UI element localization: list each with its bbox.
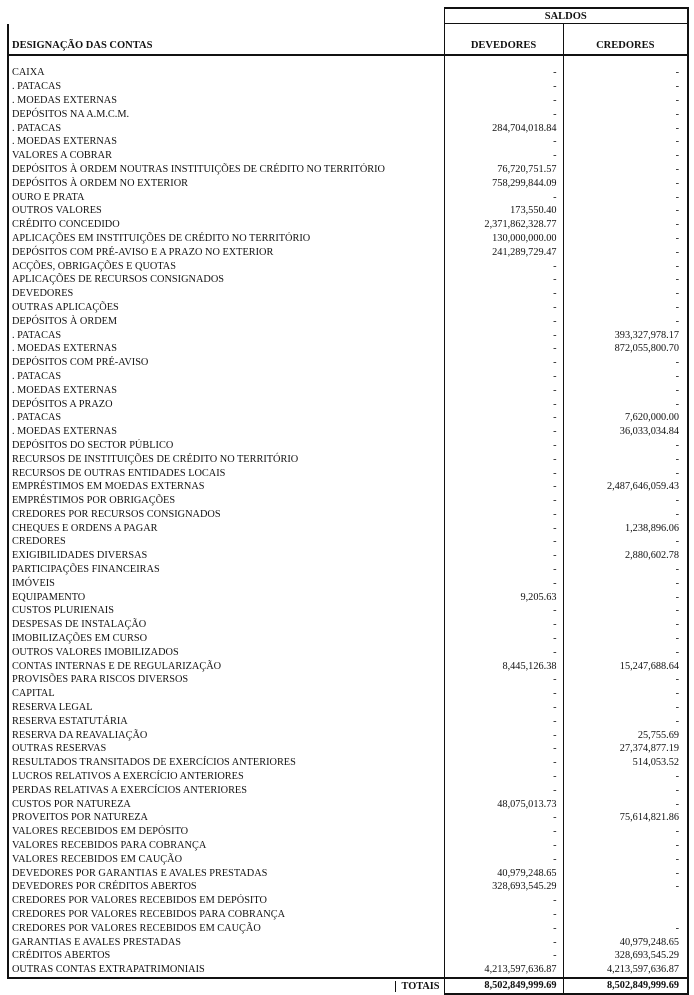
account-name: CRÉDITO CONCEDIDO — [8, 218, 444, 232]
account-row — [8, 494, 688, 508]
credit-value: 1,238,896.06 — [563, 521, 688, 535]
debit-value: - — [444, 397, 563, 411]
account-row — [8, 107, 688, 121]
accounts-body — [8, 66, 688, 978]
credit-value: - — [563, 770, 688, 784]
account-row — [8, 618, 688, 632]
credit-value: - — [563, 121, 688, 135]
col-header-name: DESIGNAÇÃO DAS CONTAS — [8, 24, 444, 56]
debit-value: - — [444, 370, 563, 384]
account-name: DEVEDORES POR CRÉDITOS ABERTOS — [8, 880, 444, 894]
debit-value: - — [444, 480, 563, 494]
account-row — [8, 466, 688, 480]
account-row — [8, 687, 688, 701]
spacer-cell — [8, 55, 444, 66]
account-name: OUTRAS CONTAS EXTRAPATRIMONIAIS — [8, 963, 444, 978]
account-name: CUSTOS POR NATUREZA — [8, 797, 444, 811]
debit-value: - — [444, 756, 563, 770]
account-name: . PATACAS — [8, 370, 444, 384]
debit-value: - — [444, 466, 563, 480]
header-columns-row — [8, 24, 688, 56]
debit-value: - — [444, 563, 563, 577]
account-row — [8, 894, 688, 908]
credit-value: - — [563, 797, 688, 811]
credit-value: - — [563, 287, 688, 301]
debit-value: - — [444, 149, 563, 163]
debit-value: - — [444, 342, 563, 356]
debit-value: - — [444, 314, 563, 328]
account-row — [8, 935, 688, 949]
account-row — [8, 149, 688, 163]
debit-value: - — [444, 714, 563, 728]
account-row — [8, 701, 688, 715]
account-row — [8, 273, 688, 287]
account-row — [8, 949, 688, 963]
account-name: CAPITAL — [8, 687, 444, 701]
credit-value: - — [563, 80, 688, 94]
debit-value: - — [444, 135, 563, 149]
credit-value: - — [563, 535, 688, 549]
account-name: LUCROS RELATIVOS A EXERCÍCIO ANTERIORES — [8, 770, 444, 784]
account-name: EQUIPAMENTO — [8, 590, 444, 604]
account-row — [8, 163, 688, 177]
account-name: . PATACAS — [8, 121, 444, 135]
account-row — [8, 314, 688, 328]
debit-value: - — [444, 425, 563, 439]
credit-value — [563, 894, 688, 908]
account-row — [8, 94, 688, 108]
credit-value: 2,487,646,059.43 — [563, 480, 688, 494]
credit-value: - — [563, 245, 688, 259]
credit-value: - — [563, 301, 688, 315]
account-name: IMÓVEIS — [8, 576, 444, 590]
account-name: EMPRÉSTIMOS POR OBRIGAÇÕES — [8, 494, 444, 508]
account-name: OUTROS VALORES — [8, 204, 444, 218]
debit-value: - — [444, 259, 563, 273]
account-row — [8, 908, 688, 922]
account-name: EXIGIBILIDADES DIVERSAS — [8, 549, 444, 563]
account-row — [8, 190, 688, 204]
credit-value: - — [563, 604, 688, 618]
account-name: DEPÓSITOS COM PRÉ-AVISO — [8, 356, 444, 370]
debit-value: - — [444, 839, 563, 853]
credit-value: - — [563, 701, 688, 715]
debit-value: - — [444, 935, 563, 949]
credit-value: - — [563, 852, 688, 866]
col-header-credit: CREDORES — [563, 24, 688, 56]
account-name: VALORES RECEBIDOS PARA COBRANÇA — [8, 839, 444, 853]
account-name: DEVEDORES POR GARANTIAS E AVALES PRESTADAS — [8, 866, 444, 880]
account-name: DEPÓSITOS À ORDEM NO EXTERIOR — [8, 176, 444, 190]
debit-value: - — [444, 301, 563, 315]
account-row — [8, 576, 688, 590]
credit-value: - — [563, 218, 688, 232]
account-row — [8, 328, 688, 342]
account-row — [8, 480, 688, 494]
debit-value: 40,979,248.65 — [444, 866, 563, 880]
account-name: OUTRAS RESERVAS — [8, 742, 444, 756]
debit-value: - — [444, 687, 563, 701]
account-row — [8, 756, 688, 770]
account-row — [8, 508, 688, 522]
debit-value: 284,704,018.84 — [444, 121, 563, 135]
credit-value: - — [563, 163, 688, 177]
credit-value: - — [563, 632, 688, 646]
account-name: PARTICIPAÇÕES FINANCEIRAS — [8, 563, 444, 577]
debit-value: - — [444, 521, 563, 535]
account-name: . MOEDAS EXTERNAS — [8, 135, 444, 149]
credit-value: 27,374,877.19 — [563, 742, 688, 756]
account-row — [8, 770, 688, 784]
account-name: RESULTADOS TRANSITADOS DE EXERCÍCIOS ANTERIORES — [8, 756, 444, 770]
account-row — [8, 604, 688, 618]
account-row — [8, 659, 688, 673]
account-row — [8, 811, 688, 825]
credit-value: - — [563, 356, 688, 370]
account-name: PROVISÕES PARA RISCOS DIVERSOS — [8, 673, 444, 687]
account-row — [8, 645, 688, 659]
debit-value: 8,445,126.38 — [444, 659, 563, 673]
account-row — [8, 535, 688, 549]
debit-value: - — [444, 728, 563, 742]
account-name: DEPÓSITOS NA A.M.C.M. — [8, 107, 444, 121]
credit-value: - — [563, 494, 688, 508]
credit-value: 2,880,602.78 — [563, 549, 688, 563]
debit-value: - — [444, 328, 563, 342]
account-name: VALORES RECEBIDOS EM CAUÇÃO — [8, 852, 444, 866]
account-name: . MOEDAS EXTERNAS — [8, 425, 444, 439]
account-row — [8, 411, 688, 425]
debit-value: - — [444, 949, 563, 963]
account-name: CUSTOS PLURIENAIS — [8, 604, 444, 618]
account-row — [8, 287, 688, 301]
account-name: CRÉDITOS ABERTOS — [8, 949, 444, 963]
debit-value: - — [444, 894, 563, 908]
account-name: CREDORES POR VALORES RECEBIDOS EM DEPÓSITO — [8, 894, 444, 908]
account-name: RESERVA ESTATUTÁRIA — [8, 714, 444, 728]
credit-value: - — [563, 190, 688, 204]
debit-value: - — [444, 908, 563, 922]
totals-label: TOTAIS — [395, 981, 440, 992]
account-name: . PATACAS — [8, 411, 444, 425]
spacer-cell — [444, 55, 563, 66]
account-name: CREDORES POR VALORES RECEBIDOS EM CAUÇÃO — [8, 921, 444, 935]
account-row — [8, 356, 688, 370]
credit-value: - — [563, 66, 688, 80]
debit-value: 4,213,597,636.87 — [444, 963, 563, 978]
credit-value: 40,979,248.65 — [563, 935, 688, 949]
credit-value: 36,033,034.84 — [563, 425, 688, 439]
credit-value: - — [563, 94, 688, 108]
account-row — [8, 797, 688, 811]
credit-value: - — [563, 370, 688, 384]
account-row — [8, 245, 688, 259]
account-row — [8, 852, 688, 866]
account-row — [8, 521, 688, 535]
debit-value: - — [444, 576, 563, 590]
credit-value: 393,327,978.17 — [563, 328, 688, 342]
account-row — [8, 232, 688, 246]
account-row — [8, 204, 688, 218]
account-name: DEPÓSITOS COM PRÉ-AVISO E A PRAZO NO EXTERIOR — [8, 245, 444, 259]
credit-value: 4,213,597,636.87 — [563, 963, 688, 978]
account-name: APLICAÇÕES EM INSTITUIÇÕES DE CRÉDITO NO TERRITÓRIO — [8, 232, 444, 246]
totals-credit: 8,502,849,999.69 — [563, 978, 688, 994]
account-name: PROVEITOS POR NATUREZA — [8, 811, 444, 825]
header-blank-cell — [8, 8, 444, 24]
credit-value: - — [563, 576, 688, 590]
account-name: . MOEDAS EXTERNAS — [8, 383, 444, 397]
credit-value: - — [563, 618, 688, 632]
debit-value: 48,075,013.73 — [444, 797, 563, 811]
credit-value: - — [563, 466, 688, 480]
account-row — [8, 728, 688, 742]
header-group-row — [8, 8, 688, 24]
credit-value: - — [563, 439, 688, 453]
account-name: RECURSOS DE INSTITUIÇÕES DE CRÉDITO NO TERRITÓRIO — [8, 452, 444, 466]
spacer-cell — [563, 55, 688, 66]
debit-value: - — [444, 356, 563, 370]
account-name: RESERVA DA REAVALIAÇÃO — [8, 728, 444, 742]
debit-value: - — [444, 742, 563, 756]
account-name: DEPÓSITOS DO SECTOR PÚBLICO — [8, 439, 444, 453]
debit-value: - — [444, 825, 563, 839]
account-row — [8, 383, 688, 397]
credit-value: - — [563, 383, 688, 397]
credit-value: - — [563, 825, 688, 839]
debit-value: - — [444, 439, 563, 453]
account-row — [8, 563, 688, 577]
credit-value: 872,055,800.70 — [563, 342, 688, 356]
account-row — [8, 714, 688, 728]
credit-value: - — [563, 273, 688, 287]
account-row — [8, 301, 688, 315]
account-name: OUTROS VALORES IMOBILIZADOS — [8, 645, 444, 659]
account-name: VALORES RECEBIDOS EM DEPÓSITO — [8, 825, 444, 839]
account-row — [8, 80, 688, 94]
debit-value: - — [444, 273, 563, 287]
debit-value: 2,371,862,328.77 — [444, 218, 563, 232]
account-row — [8, 259, 688, 273]
credit-value: - — [563, 866, 688, 880]
account-row — [8, 742, 688, 756]
credit-value: - — [563, 645, 688, 659]
account-name: . PATACAS — [8, 80, 444, 94]
credit-value: - — [563, 107, 688, 121]
debit-value: 76,720,751.57 — [444, 163, 563, 177]
account-row — [8, 880, 688, 894]
account-row — [8, 590, 688, 604]
account-name: CAIXA — [8, 66, 444, 80]
balance-sheet — [7, 7, 687, 995]
credit-value: - — [563, 176, 688, 190]
debit-value: 9,205.63 — [444, 590, 563, 604]
debit-value: - — [444, 190, 563, 204]
debit-value: - — [444, 411, 563, 425]
account-name: CREDORES — [8, 535, 444, 549]
credit-value: 514,053.52 — [563, 756, 688, 770]
account-row — [8, 66, 688, 80]
account-row — [8, 121, 688, 135]
accounts-table — [7, 7, 689, 995]
account-name: GARANTIAS E AVALES PRESTADAS — [8, 935, 444, 949]
credit-value: - — [563, 590, 688, 604]
totals-debit: 8,502,849,999.69 — [444, 978, 563, 994]
debit-value: - — [444, 94, 563, 108]
credit-value: 328,693,545.29 — [563, 949, 688, 963]
debit-value: - — [444, 673, 563, 687]
credit-value: - — [563, 714, 688, 728]
credit-value: 75,614,821.86 — [563, 811, 688, 825]
debit-value: - — [444, 535, 563, 549]
account-name: VALORES A COBRAR — [8, 149, 444, 163]
credit-value: - — [563, 135, 688, 149]
totals-row — [8, 978, 688, 994]
account-name: OUTRAS APLICAÇÕES — [8, 301, 444, 315]
account-row — [8, 135, 688, 149]
debit-value: - — [444, 921, 563, 935]
account-row — [8, 866, 688, 880]
col-header-debit: DEVEDORES — [444, 24, 563, 56]
account-row — [8, 632, 688, 646]
account-row — [8, 783, 688, 797]
credit-value: 25,755.69 — [563, 728, 688, 742]
debit-value: 758,299,844.09 — [444, 176, 563, 190]
account-row — [8, 452, 688, 466]
debit-value: 241,289,729.47 — [444, 245, 563, 259]
debit-value: - — [444, 701, 563, 715]
account-name: PERDAS RELATIVAS A EXERCÍCIOS ANTERIORES — [8, 783, 444, 797]
account-name: CHEQUES E ORDENS A PAGAR — [8, 521, 444, 535]
debit-value: - — [444, 66, 563, 80]
credit-value: 7,620,000.00 — [563, 411, 688, 425]
debit-value: - — [444, 811, 563, 825]
account-name: IMOBILIZAÇÕES EM CURSO — [8, 632, 444, 646]
credit-value: - — [563, 397, 688, 411]
account-row — [8, 963, 688, 978]
account-row — [8, 176, 688, 190]
credit-value: 15,247,688.64 — [563, 659, 688, 673]
account-row — [8, 825, 688, 839]
account-name: ACÇÕES, OBRIGAÇÕES E QUOTAS — [8, 259, 444, 273]
account-name: RESERVA LEGAL — [8, 701, 444, 715]
debit-value: - — [444, 494, 563, 508]
account-name: OURO E PRATA — [8, 190, 444, 204]
account-row — [8, 549, 688, 563]
credit-value: - — [563, 839, 688, 853]
account-name: DEPÓSITOS À ORDEM NOUTRAS INSTITUIÇÕES DE CRÉDITO NO TERRITÓRIO — [8, 163, 444, 177]
debit-value: - — [444, 549, 563, 563]
debit-value: - — [444, 452, 563, 466]
credit-value: - — [563, 232, 688, 246]
credit-value: - — [563, 687, 688, 701]
account-name: CONTAS INTERNAS E DE REGULARIZAÇÃO — [8, 659, 444, 673]
saldos-header: SALDOS — [444, 8, 688, 24]
debit-value: - — [444, 107, 563, 121]
credit-value: - — [563, 259, 688, 273]
account-row — [8, 839, 688, 853]
credit-value: - — [563, 673, 688, 687]
account-name: RECURSOS DE OUTRAS ENTIDADES LOCAIS — [8, 466, 444, 480]
account-name: APLICAÇÕES DE RECURSOS CONSIGNADOS — [8, 273, 444, 287]
account-row — [8, 370, 688, 384]
account-name: CREDORES POR RECURSOS CONSIGNADOS — [8, 508, 444, 522]
account-name: EMPRÉSTIMOS EM MOEDAS EXTERNAS — [8, 480, 444, 494]
debit-value: - — [444, 604, 563, 618]
debit-value: - — [444, 383, 563, 397]
debit-value: - — [444, 632, 563, 646]
credit-value: - — [563, 508, 688, 522]
credit-value: - — [563, 880, 688, 894]
account-row — [8, 218, 688, 232]
account-row — [8, 425, 688, 439]
debit-value: - — [444, 618, 563, 632]
account-row — [8, 673, 688, 687]
account-name: . MOEDAS EXTERNAS — [8, 94, 444, 108]
credit-value: - — [563, 149, 688, 163]
account-row — [8, 342, 688, 356]
debit-value: - — [444, 645, 563, 659]
account-row — [8, 921, 688, 935]
debit-value: 130,000,000.00 — [444, 232, 563, 246]
account-name: DEPÓSITOS À ORDEM — [8, 314, 444, 328]
account-name: CREDORES POR VALORES RECEBIDOS PARA COBRANÇA — [8, 908, 444, 922]
account-name: DEPÓSITOS A PRAZO — [8, 397, 444, 411]
credit-value: - — [563, 563, 688, 577]
debit-value: - — [444, 770, 563, 784]
account-name: . MOEDAS EXTERNAS — [8, 342, 444, 356]
debit-value: - — [444, 508, 563, 522]
credit-value: - — [563, 204, 688, 218]
credit-value: - — [563, 314, 688, 328]
totals-label-cell — [8, 978, 444, 994]
credit-value: - — [563, 783, 688, 797]
account-name: . PATACAS — [8, 328, 444, 342]
header-spacer-row — [8, 55, 688, 66]
credit-value: - — [563, 921, 688, 935]
debit-value: 328,693,545.29 — [444, 880, 563, 894]
account-row — [8, 397, 688, 411]
debit-value: 173,550.40 — [444, 204, 563, 218]
debit-value: - — [444, 80, 563, 94]
account-name: DEVEDORES — [8, 287, 444, 301]
credit-value: - — [563, 452, 688, 466]
account-row — [8, 439, 688, 453]
debit-value: - — [444, 287, 563, 301]
debit-value: - — [444, 852, 563, 866]
credit-value — [563, 908, 688, 922]
debit-value: - — [444, 783, 563, 797]
account-name: DESPESAS DE INSTALAÇÃO — [8, 618, 444, 632]
